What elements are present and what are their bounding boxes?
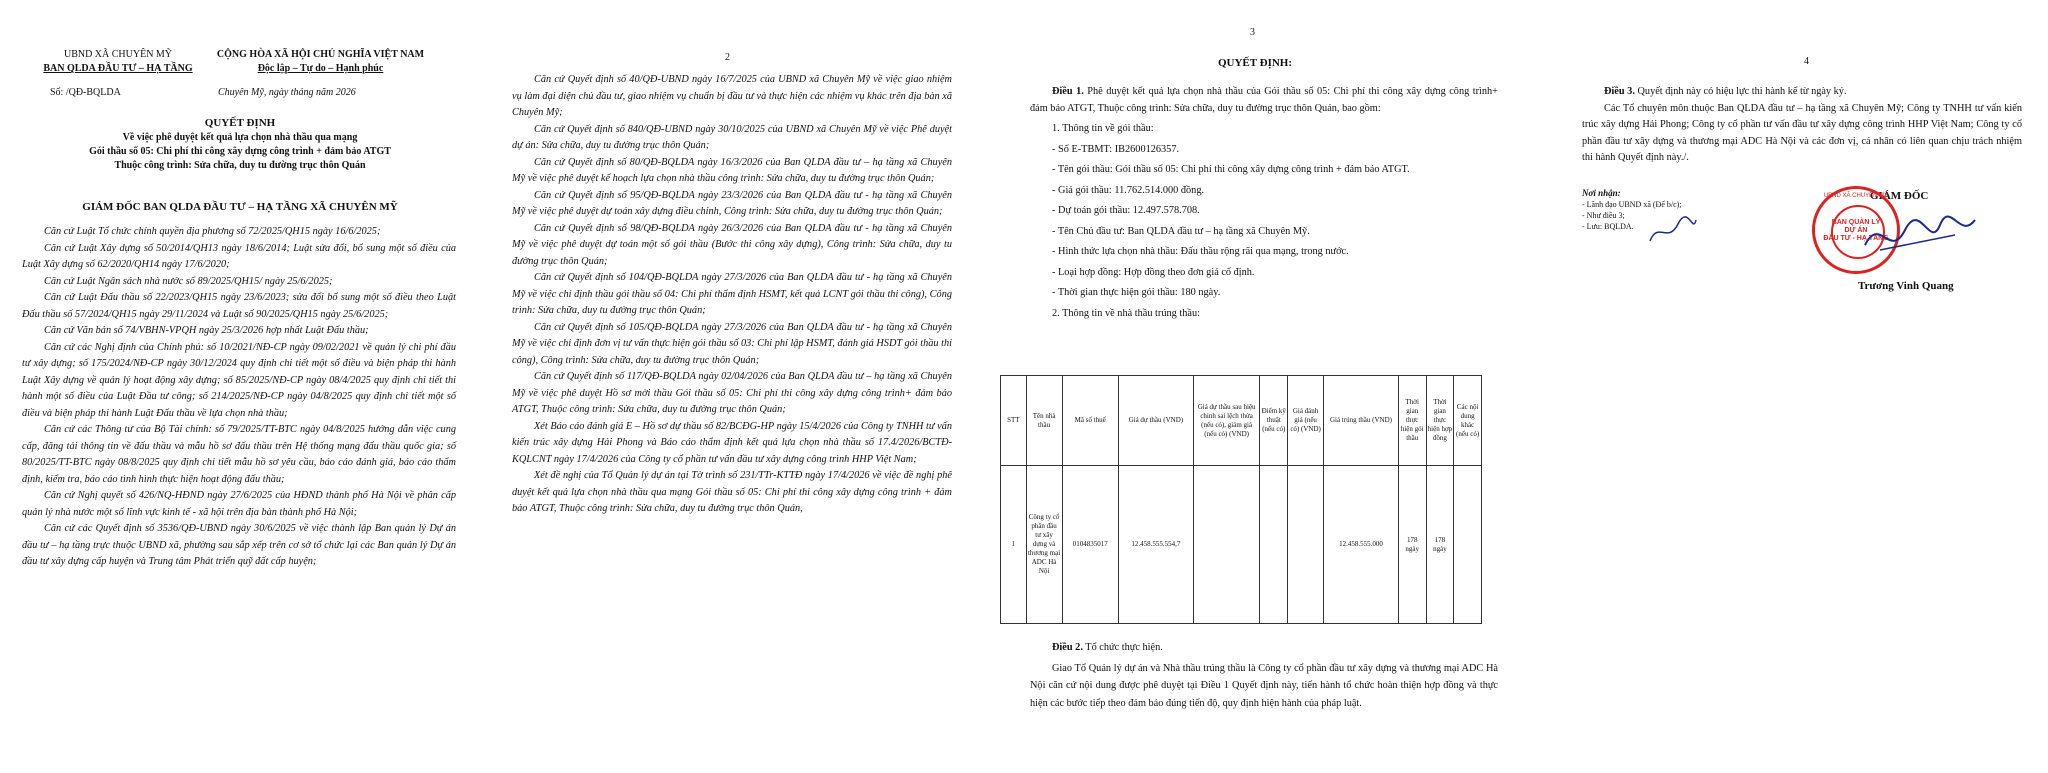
bid-info-item: - Dự toán gói thầu: 12.497.578.708.: [1052, 205, 1200, 216]
winner-header: 2. Thông tin về nhà thầu trúng thầu:: [1052, 307, 1200, 319]
page-3: [990, 0, 1520, 773]
decision-title: QUYẾT ĐỊNH: [204, 117, 276, 129]
signer-title: GIÁM ĐỐC: [1870, 190, 1929, 202]
seal-line: ĐẦU TƯ - HẠ TẦNG: [1823, 235, 1889, 242]
article-3-para-2: Các Tổ chuyên môn thuộc Ban QLDA đầu tư – hạ tầng xã Chuyên Mỹ; Công ty TNHH tư vấn kiến trúc xây dựng Hải Phong; Công ty cổ phần tư vấn đầu tư xây dựng công trình HHP Việt Nam; Công ty cổ phần đầu tư xây dựng và thương mại ADC Hà Nội và các đơn vị, cá nhân có liên quan chịu trách nhiệm thi hành Quyết định này./.: [1582, 102, 2022, 163]
cell-contractor: Công ty cổ phần đầu tư xây dựng và thương mại ADC Hà Nội: [1026, 466, 1062, 624]
article-3-label: Điều 3.: [1604, 86, 1635, 97]
article-2-text: Giao Tổ Quản lý dự án và Nhà thầu trúng thầu là Công ty cổ phần đầu tư xây dựng và thương mại ADC Hà Nội căn cứ nội dung được phê duyệt tại Điều 1 Quyết định này, tiến hành tổ chức hoàn thiện hợp đồng và thực hiện các bước tiếp theo đảm bảo đúng tiến độ, quy định hiện hành của pháp luật.: [1030, 662, 1498, 709]
article-2-title: Tổ chức thực hiện.: [1085, 642, 1163, 653]
article-1-para: [1030, 84, 1498, 117]
subtitle-line-3: Thuộc công trình: Sửa chữa, duy tu đường trục thôn Quán: [114, 160, 366, 171]
legal-basis-11: Căn cứ Quyết định số 840/QĐ-UBND ngày 30/10/2025 của UBND xã Chuyên Mỹ về việc Phê duyệt dự án: Sửa chữa, duy tu đường trục thôn Quán;: [512, 123, 952, 151]
seal-ring-text: UBND XÃ CHUYÊN MỸ: [1823, 193, 1889, 199]
cell-adjusted-price: [1193, 466, 1260, 624]
col-header: Các nội dung khác (nếu có): [1454, 376, 1482, 466]
cell-tech-score: [1260, 466, 1288, 624]
bid-info-header: 1. Thông tin về gói thầu:: [1052, 123, 1154, 134]
cell-stt: 1: [1001, 466, 1027, 624]
legal-basis-2: Căn cứ Luật Xây dựng số 50/2014/QH13 ngày 18/6/2014; Luật sửa đổi, bổ sung một số điều của Luật Xây dựng số 62/2020/QH14 ngày 17/6/2020;: [22, 242, 456, 270]
col-header: Giá trúng thầu (VND): [1324, 376, 1399, 466]
recipient-item: - Lãnh đạo UBND xã (Để b/c);: [1582, 200, 1682, 209]
col-header: Giá dự thầu (VND): [1118, 376, 1193, 466]
legal-basis-16: Căn cứ Quyết định số 105/QĐ-BQLDA ngày 27/3/2026 của Ban QLDA đầu tư - hạ tầng xã Chuyên Mỹ về việc chỉ định đơn vị tư vấn thực hiện gói thầu số 03: Chi phí lập HSMT, đánh giá HSDT gói thầu thi công), Công trình: Sửa chữa, duy tu đường trục thôn Quán;: [512, 321, 952, 366]
legal-basis-15: Căn cứ Quyết định số 104/QĐ-BQLDA ngày 27/3/2026 của Ban QLDA đầu tư - hạ tầng xã Chuyên Mỹ về việc chỉ định thầu gói thầu số 04: Chi phí thẩm định HSMT, kết quả LCNT gói thầu thi công), Công trình: Sửa chữa, duy tu đường trục thôn Quán;: [512, 272, 952, 316]
national-header: [208, 48, 433, 76]
article-3-para: [1582, 84, 2022, 101]
article-1: [1030, 84, 1498, 322]
recipient-item: - Lưu: BQLDA.: [1582, 222, 1634, 231]
subtitle-line-1: Về việc phê duyệt kết quả lựa chọn nhà thầu qua mạng: [122, 132, 358, 143]
agency-header: [38, 48, 198, 76]
legal-basis-17: Căn cứ Quyết định số 117/QĐ-BQLDA ngày 02/04/2026 của Ban QLDA đầu tư – hạ tầng xã Chuyên Mỹ về việc phê duyệt Hồ sơ mời thầu Gói thầu số 05: Chi phí thi công xây dựng công trình+ đảm bảo ATGT, Thuộc công trình: Sửa chữa, duy tu đường trục thôn Quán;: [512, 371, 952, 415]
cell-winning-price: 12.458.555.000: [1324, 466, 1399, 624]
page-1: [0, 0, 470, 773]
recipient-item: - Như điều 3;: [1582, 211, 1625, 220]
legal-basis-3: Căn cứ Luật Ngân sách nhà nước số 89/2025/QH15/ ngày 25/6/2025;: [44, 275, 333, 287]
subtitle-line-2: Gói thầu số 05: Chi phí thi công xây dựng công trình + đảm bảo ATGT: [89, 146, 391, 157]
winning-bidder-table: [1000, 375, 1482, 624]
bid-info-item: - Tên Chủ đầu tư: Ban QLDA đầu tư – hạ tầng xã Chuyên Mỹ.: [1052, 225, 1310, 237]
table-row: [1001, 466, 1482, 624]
legal-basis-9: Căn cứ các Quyết định số 3536/QĐ-UBND ngày 30/6/2025 về việc thành lập Ban quản lý Dự án đầu tư – hạ tầng trực thuộc UBND xã, phường sau sắp xếp trên cơ sở tổ chức lại các Ban quản lý Dự án đầu tư xây dựng cấp huyện và Trung tâm Phát triển quỹ đất cấp huyện;: [22, 523, 456, 567]
table-header-row: [1001, 376, 1482, 466]
legal-basis-4: Căn cứ Luật Đấu thầu số 22/2023/QH15 ngày 23/6/2023; sửa đổi bổ sung một số điều theo Luật Đấu thầu số 57/2024/QH15 ngày 29/11/2024 và Luật số 90/2025/QH15 ngày 25/6/2025;: [22, 292, 456, 320]
agency-line-2: BAN QLDA ĐẦU TƯ – HẠ TẦNG: [43, 63, 193, 74]
legal-basis-6: Căn cứ các Nghị định của Chính phủ: số 10/2021/NĐ-CP ngày 09/02/2021 về quản lý chi phí đầu tư xây dựng; số 175/2024/NĐ-CP ngày 30/12/2024 quy định chi tiết một số điều và biện pháp thi hành Luật Xây dựng về quản lý hoạt động xây dựng; số 85/2025/NĐ-CP ngày 08/4/2025 quy định chi tiết thi hành một số điều của Luật Đầu tư công; số 214/2025/NĐ-CP ngày 04/8/2025 quy định chi tiết một số điều và biện pháp thi hành Luật Đấu thầu về lựa chọn nhà thầu;: [22, 341, 456, 419]
page-number: 4: [1804, 56, 1809, 67]
article-2-heading: [1030, 640, 1498, 657]
col-header: Thời gian thực hiện gói thầu: [1398, 376, 1426, 466]
page-2: [500, 0, 970, 773]
seal-line: BAN QUẢN LÝ: [1831, 219, 1881, 226]
bid-info-item: - Thời gian thực hiện gói thầu: 180 ngày.: [1052, 287, 1221, 298]
initials-mark: [1648, 216, 1698, 246]
article-3: [1582, 84, 2022, 167]
article-1-label: Điều 1.: [1052, 86, 1084, 97]
article-1-text: Phê duyệt kết quả lựa chọn nhà thầu của Gói thầu số 05: Chi phí thi công xây dựng công trình+ đảm bảo ATGT, Thuộc công trình: Sửa chữa, duy tu đường trục thôn Quán, bao gồm:: [1030, 86, 1498, 114]
decision-subtitle: [20, 131, 460, 173]
page-number: 3: [1250, 27, 1255, 38]
evaluation-report: Xét Báo cáo đánh giá E – Hồ sơ dự thầu số 82/BCĐG-HP ngày 15/4/2026 của Công ty TNHH tư vấn kiến trúc xây dựng Hải Phong và Báo cáo thẩm định kết quả lựa chọn nhà thầu số 17.4/2026/BCTĐ-KQLCNT ngày 17/4/2026 của Công ty cổ phần tư vấn đầu tư xây dựng công trình HHP Việt Nam;: [512, 420, 952, 465]
national-motto: Độc lập – Tự do – Hạnh phúc: [257, 63, 384, 74]
article-2-label: Điều 2.: [1052, 642, 1083, 653]
page-number: 2: [725, 52, 730, 63]
col-header: Tên nhà thầu: [1026, 376, 1062, 466]
col-header: Thời gian thực hiện hợp đồng: [1426, 376, 1454, 466]
document-date: Chuyên Mỹ, ngày tháng năm 2026: [218, 87, 356, 98]
page-2-body: [512, 72, 952, 518]
article-3-text: Quyết định này có hiệu lực thi hành kể từ ngày ký.: [1637, 86, 1847, 97]
cell-contract-duration: 178 ngày: [1426, 466, 1454, 624]
bid-info-item: - Số E-TBMT: IB2600126357.: [1052, 143, 1180, 155]
legal-basis-13: Căn cứ Quyết định số 95/QĐ-BQLDA ngày 23/3/2026 của Ban QLDA đầu tư - hạ tầng xã Chuyên Mỹ về việc phê duyệt dự toán xây dựng điều chỉnh, Công trình: Sửa chữa, duy tu đường trục thôn Quán;: [512, 189, 952, 217]
legal-basis-10: Căn cứ Quyết định số 40/QĐ-UBND ngày 16/7/2025 của UBND xã Chuyên Mỹ về việc giao nhiệm vụ làm đại diện chủ đầu tư, giao nhiệm vụ chuẩn bị đầu tư và thực hiện các nhiệm vụ khác trên địa bàn xã Chuyên Mỹ;: [512, 74, 952, 118]
bid-info-item: - Giá gói thầu: 11.762.514.000 đồng.: [1052, 184, 1205, 196]
document-number: Số: /QĐ-BQLDA: [50, 87, 121, 98]
authority-title: GIÁM ĐỐC BAN QLDA ĐẦU TƯ – HẠ TẦNG XÃ CHUYÊN MỸ: [82, 201, 398, 213]
col-header: Điểm kỹ thuật (nếu có): [1260, 376, 1288, 466]
cell-bid-duration: 178 ngày: [1398, 466, 1426, 624]
proposal: Xét đề nghị của Tổ Quản lý dự án tại Tờ trình số 231/TTr-KTTĐ ngày 17/4/2026 về việc đề nghị phê duyệt kết quả lựa chọn nhà thầu qua mạng Gói thầu số 05: Chi phí thi công xây dựng công trình + đảm bảo ATGT, Thuộc công trình: Sửa chữa, duy tu đường trục thôn Quán,: [512, 470, 952, 514]
bid-info-item: - Loại hợp đồng: Hợp đồng theo đơn giá cố định.: [1052, 266, 1255, 278]
legal-basis-7: Căn cứ các Thông tư của Bộ Tài chính: số 79/2025/TT-BTC ngày 04/8/2025 hướng dẫn việc cung cấp, đăng tải thông tin về đấu thầu và mẫu hồ sơ đấu thầu trên Hệ thống mạng đấu thầu quốc gia; số 80/2025/TT-BTC ngày 08/8/2025 quy định chi tiết mẫu hồ sơ yêu cầu, báo cáo đánh giá, báo cáo thẩm định, kiểm tra, báo cáo tình hình thực hiện hoạt động đấu thầu;: [22, 424, 456, 485]
signer-name: Trương Vinh Quang: [1858, 280, 1954, 292]
cell-other: [1454, 466, 1482, 624]
recipients-title: Nơi nhận:: [1582, 188, 1621, 198]
col-header: STT: [1001, 376, 1027, 466]
page-4: [1560, 0, 2048, 773]
signature-image: [1860, 205, 1980, 265]
page-1-body: [22, 224, 456, 571]
decision-heading: QUYẾT ĐỊNH:: [1217, 57, 1293, 69]
legal-basis-5: Căn cứ Văn bản số 74/VBHN-VPQH ngày 25/3/2026 hợp nhất Luật Đấu thầu;: [44, 325, 369, 336]
national-title: CỘNG HÒA XÃ HỘI CHỦ NGHĨA VIỆT NAM: [216, 49, 425, 60]
seal-line: DỰ ÁN: [1844, 227, 1868, 234]
bid-info-item: - Tên gói thầu: Gói thầu số 05: Chi phí thi công xây dựng công trình + đảm bảo ATGT.: [1052, 164, 1410, 175]
legal-basis-12: Căn cứ Quyết định số 80/QĐ-BQLDA ngày 16/3/2026 của Ban QLDA đầu tư – hạ tầng xã Chuyên Mỹ về việc phê duyệt kế hoạch lựa chọn nhà thầu công trình: Sửa chữa, duy tu đường trục thôn Quán;: [512, 156, 952, 184]
cell-bid-price: 12.458.555.554,7: [1118, 466, 1193, 624]
legal-basis-14: Căn cứ Quyết định số 98/QĐ-BQLDA ngày 26/3/2026 của Ban QLDA đầu tư - hạ tầng xã Chuyên Mỹ về việc phê duyệt dự toán một số gói thầu (Bước thi công xây dựng), Công trình: Sửa chữa, duy tu đường trục thôn Quán;: [512, 222, 952, 267]
bid-info-item: - Hình thức lựa chọn nhà thầu: Đấu thầu rộng rãi qua mạng, trong nước.: [1052, 246, 1349, 257]
article-2: [1030, 640, 1498, 712]
agency-line-1: UBND XÃ CHUYÊN MỸ: [63, 49, 173, 60]
cell-tax-code: 0104835017: [1062, 466, 1118, 624]
legal-basis-8: Căn cứ Nghị quyết số 426/NQ-HĐND ngày 27/6/2025 của HĐND thành phố Hà Nội về phân cấp quản lý nhà nước một số lĩnh vực kinh tế - xã hội trên địa bàn thành phố Hà Nội;: [22, 490, 456, 518]
col-header: Giá đánh giá (nếu có) (VND): [1288, 376, 1324, 466]
legal-basis-1: Căn cứ Luật Tổ chức chính quyền địa phương số 72/2025/QH15 ngày 16/6/2025;: [44, 226, 381, 237]
cell-evaluated-price: [1288, 466, 1324, 624]
col-header: Mã số thuế: [1062, 376, 1118, 466]
col-header: Giá dự thầu sau hiệu chỉnh sai lệch thừa (nếu có), giảm giá (nếu có) (VND): [1193, 376, 1260, 466]
